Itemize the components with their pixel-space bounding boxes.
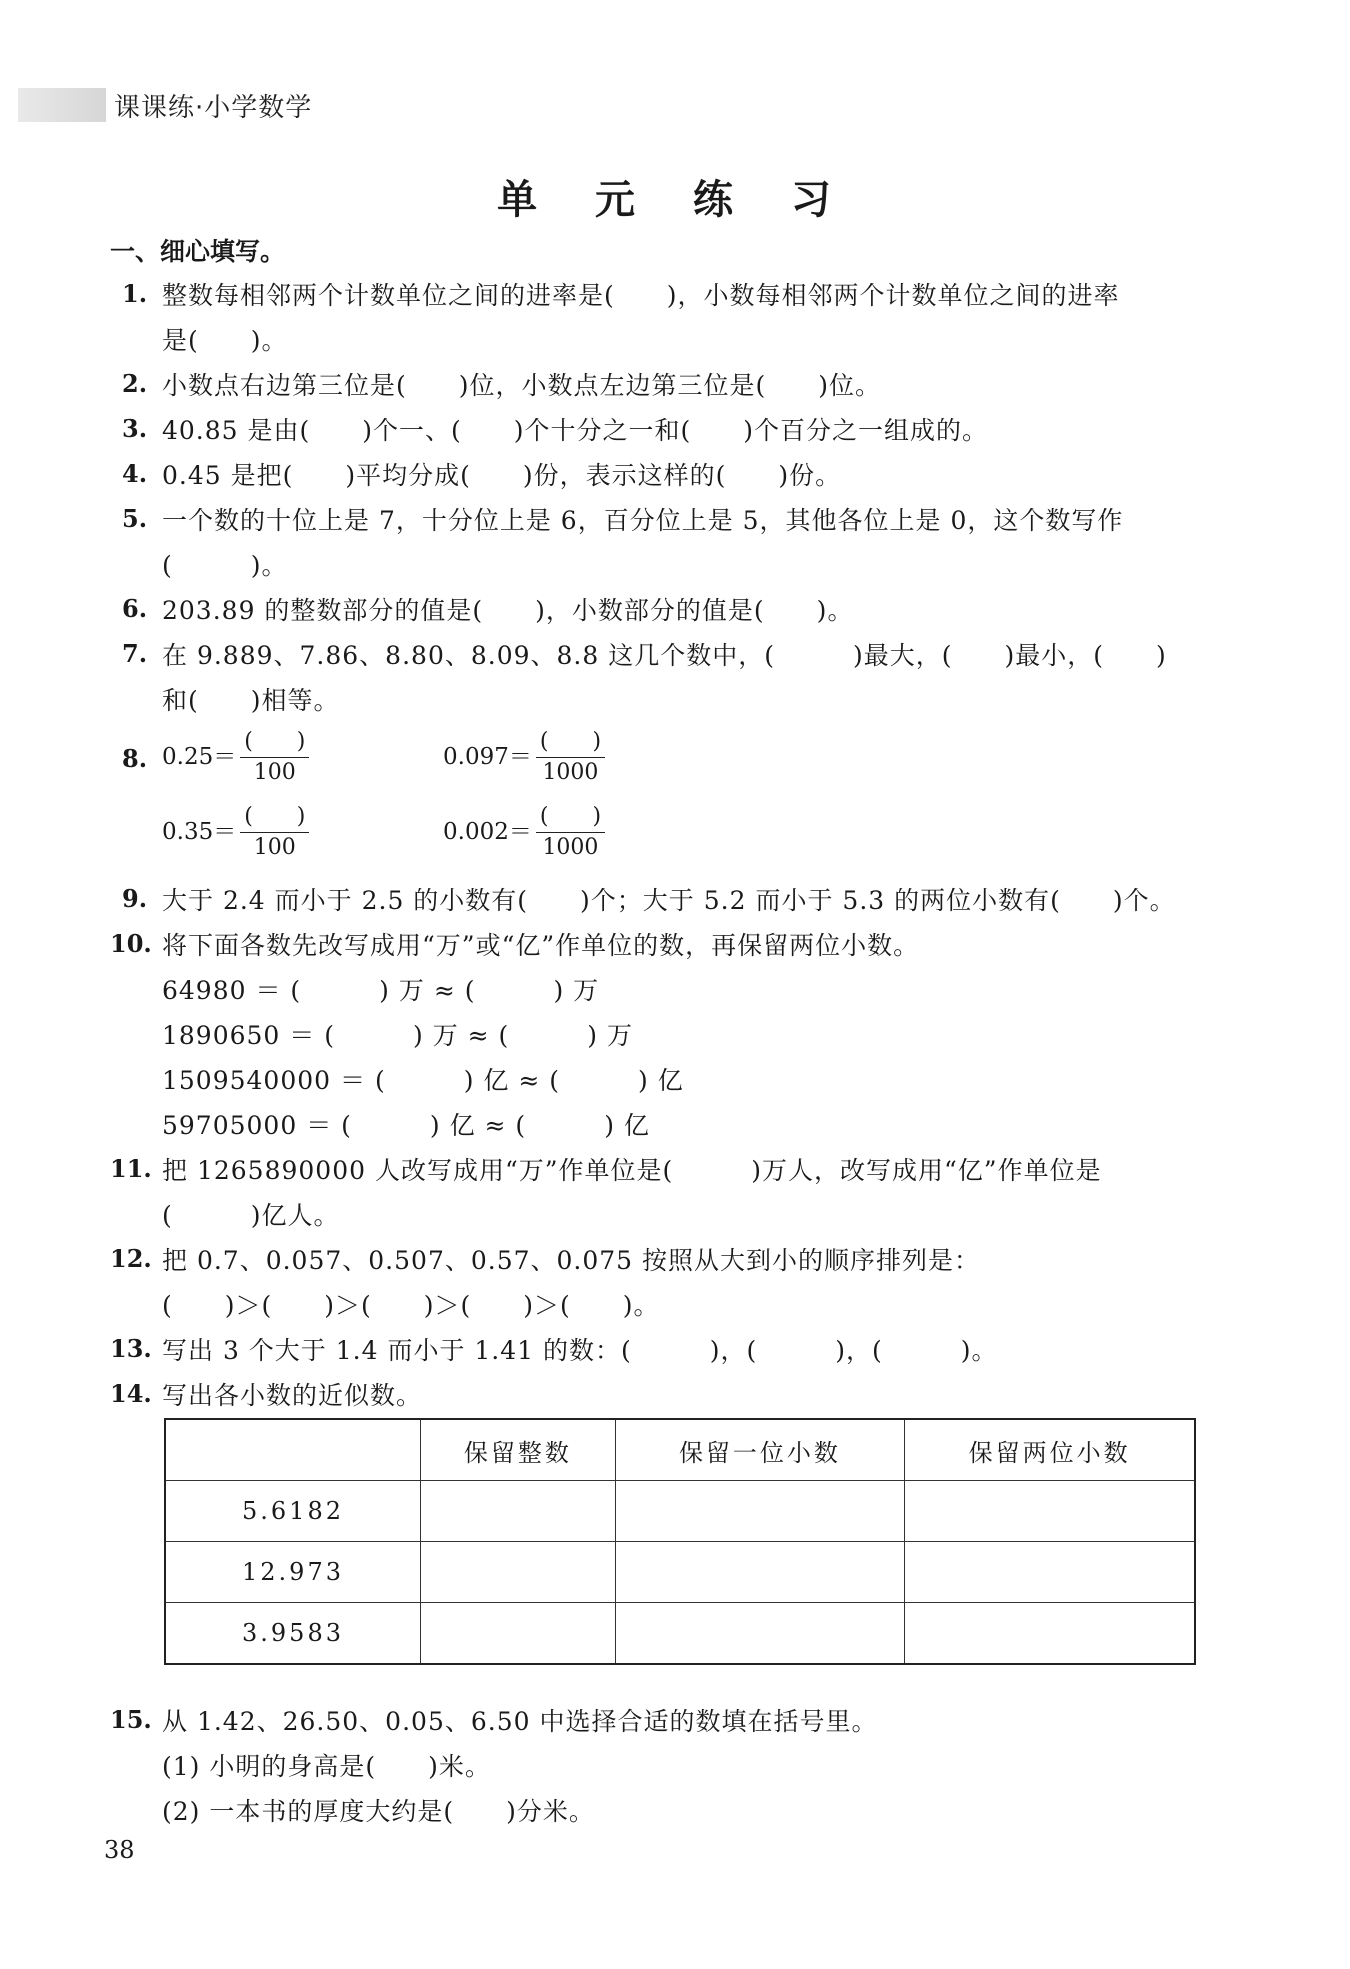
question-number: 7. (122, 639, 148, 668)
fraction-numerator: ( ) (536, 799, 605, 833)
question-text: 203.89 的整数部分的值是( )，小数部分的值是( )。 (162, 596, 854, 625)
page-number: 38 (104, 1836, 135, 1864)
question-text: 从 1.42、26.50、0.05、6.50 中选择合适的数填在括号里。 (162, 1707, 878, 1736)
fraction-item (162, 724, 309, 785)
question-text: 整数每相邻两个计数单位之间的进率是( )，小数每相邻两个计数单位之间的进率 (162, 281, 1120, 310)
table-header-cell (165, 1419, 421, 1481)
fraction-numerator: ( ) (240, 724, 309, 758)
series-header (18, 84, 312, 126)
fraction-numerator: ( ) (536, 724, 605, 758)
answer-cell[interactable] (615, 1603, 904, 1665)
question-text: 是( )。 (162, 326, 288, 355)
table-header-cell: 保留整数 (421, 1419, 616, 1481)
question-text: 小数点右边第三位是( )位，小数点左边第三位是( )位。 (162, 371, 882, 400)
fraction (536, 799, 605, 860)
answer-cell[interactable] (905, 1481, 1195, 1542)
answer-cell[interactable] (905, 1542, 1195, 1603)
question-text: (1) 小明的身高是( )米。 (162, 1752, 491, 1781)
question-text: 0.45 是把( )平均分成( )份，表示这样的( )份。 (162, 461, 842, 490)
question-text: 1509540000 ＝ ( ) 亿 ≈ ( ) 亿 (162, 1066, 684, 1095)
fraction-denominator: 1000 (542, 760, 599, 785)
fraction (240, 799, 309, 860)
table-header-row (165, 1419, 1195, 1481)
question-number: 9. (122, 884, 148, 913)
section-heading: 一、细心填写。 (110, 237, 286, 266)
question-text: 和( )相等。 (162, 686, 340, 715)
question-number: 8. (122, 744, 148, 773)
fraction-item (443, 724, 605, 785)
question-text: 64980 ＝ ( ) 万 ≈ ( ) 万 (162, 976, 600, 1005)
fraction-denominator: 100 (253, 760, 296, 785)
table-row-label: 3.9583 (165, 1603, 421, 1665)
answer-cell[interactable] (421, 1603, 616, 1665)
question-text: 1890650 ＝ ( ) 万 ≈ ( ) 万 (162, 1021, 633, 1050)
fraction-lhs: 0.35＝ (162, 819, 237, 845)
fraction-lhs: 0.002＝ (443, 819, 532, 845)
table-row-label: 5.6182 (165, 1481, 421, 1542)
fraction-item (162, 799, 309, 860)
question-text: 写出各小数的近似数。 (162, 1381, 423, 1410)
question-number: 2. (122, 369, 148, 398)
approximation-table (164, 1418, 1196, 1665)
table-header-cell: 保留两位小数 (905, 1419, 1195, 1481)
question-text: ( )亿人。 (162, 1201, 340, 1230)
question-number: 6. (122, 594, 148, 623)
fraction-denominator: 1000 (542, 835, 599, 860)
question-number: 15. (110, 1705, 152, 1734)
answer-cell[interactable] (615, 1481, 904, 1542)
answer-cell[interactable] (421, 1542, 616, 1603)
table-header-cell: 保留一位小数 (615, 1419, 904, 1481)
table-row (165, 1481, 1195, 1542)
fraction-item (443, 799, 605, 860)
fraction (240, 724, 309, 785)
question-number: 13. (110, 1334, 152, 1363)
question-text: 将下面各数先改写成用“万”或“亿”作单位的数，再保留两位小数。 (162, 931, 920, 960)
question-number: 3. (122, 414, 148, 443)
fraction-lhs: 0.25＝ (162, 744, 237, 770)
question-number: 10. (110, 929, 152, 958)
table-row-label: 12.973 (165, 1542, 421, 1603)
answer-cell[interactable] (421, 1481, 616, 1542)
question-text: (2) 一本书的厚度大约是( )分米。 (162, 1797, 595, 1826)
question-number: 11. (110, 1154, 152, 1183)
question-number: 12. (110, 1244, 152, 1273)
question-text: 把 1265890000 人改写成用“万”作单位是( )万人，改写成用“亿”作单位是 (162, 1156, 1102, 1185)
question-text: 写出 3 个大于 1.4 而小于 1.41 的数：( )，( )，( )。 (162, 1336, 998, 1365)
table-row (165, 1603, 1195, 1665)
question-number: 5. (122, 504, 148, 533)
header-band (18, 88, 106, 122)
series-title: 课课练·小学数学 (114, 92, 313, 123)
table-row (165, 1542, 1195, 1603)
question-text: 40.85 是由( )个一、( )个十分之一和( )个百分之一组成的。 (162, 416, 989, 445)
question-text: 59705000 ＝ ( ) 亿 ≈ ( ) 亿 (162, 1111, 650, 1140)
question-number: 1. (122, 279, 148, 308)
question-text: 一个数的十位上是 7，十分位上是 6，百分位上是 5，其他各位上是 0，这个数写作 (162, 506, 1124, 535)
question-text: 大于 2.4 而小于 2.5 的小数有( )个；大于 5.2 而小于 5.3 的两位小数有( )个。 (162, 886, 1176, 915)
question-number: 14. (110, 1379, 152, 1408)
question-number: 4. (122, 459, 148, 488)
question-text: 在 9.889、7.86、8.80、8.09、8.8 这几个数中，( )最大，( )最小，( ) (162, 641, 1167, 670)
fraction-denominator: 100 (253, 835, 296, 860)
fraction-numerator: ( ) (240, 799, 309, 833)
question-text: 把 0.7、0.057、0.507、0.57、0.075 按照从大到小的顺序排列是： (162, 1246, 981, 1275)
fraction-lhs: 0.097＝ (443, 744, 532, 770)
answer-cell[interactable] (905, 1603, 1195, 1665)
page-title: 单 元 练 习 (497, 177, 853, 223)
question-text: ( )＞( )＞( )＞( )＞( )。 (162, 1291, 660, 1320)
question-text: ( )。 (162, 551, 288, 580)
answer-cell[interactable] (615, 1542, 904, 1603)
fraction (536, 724, 605, 785)
